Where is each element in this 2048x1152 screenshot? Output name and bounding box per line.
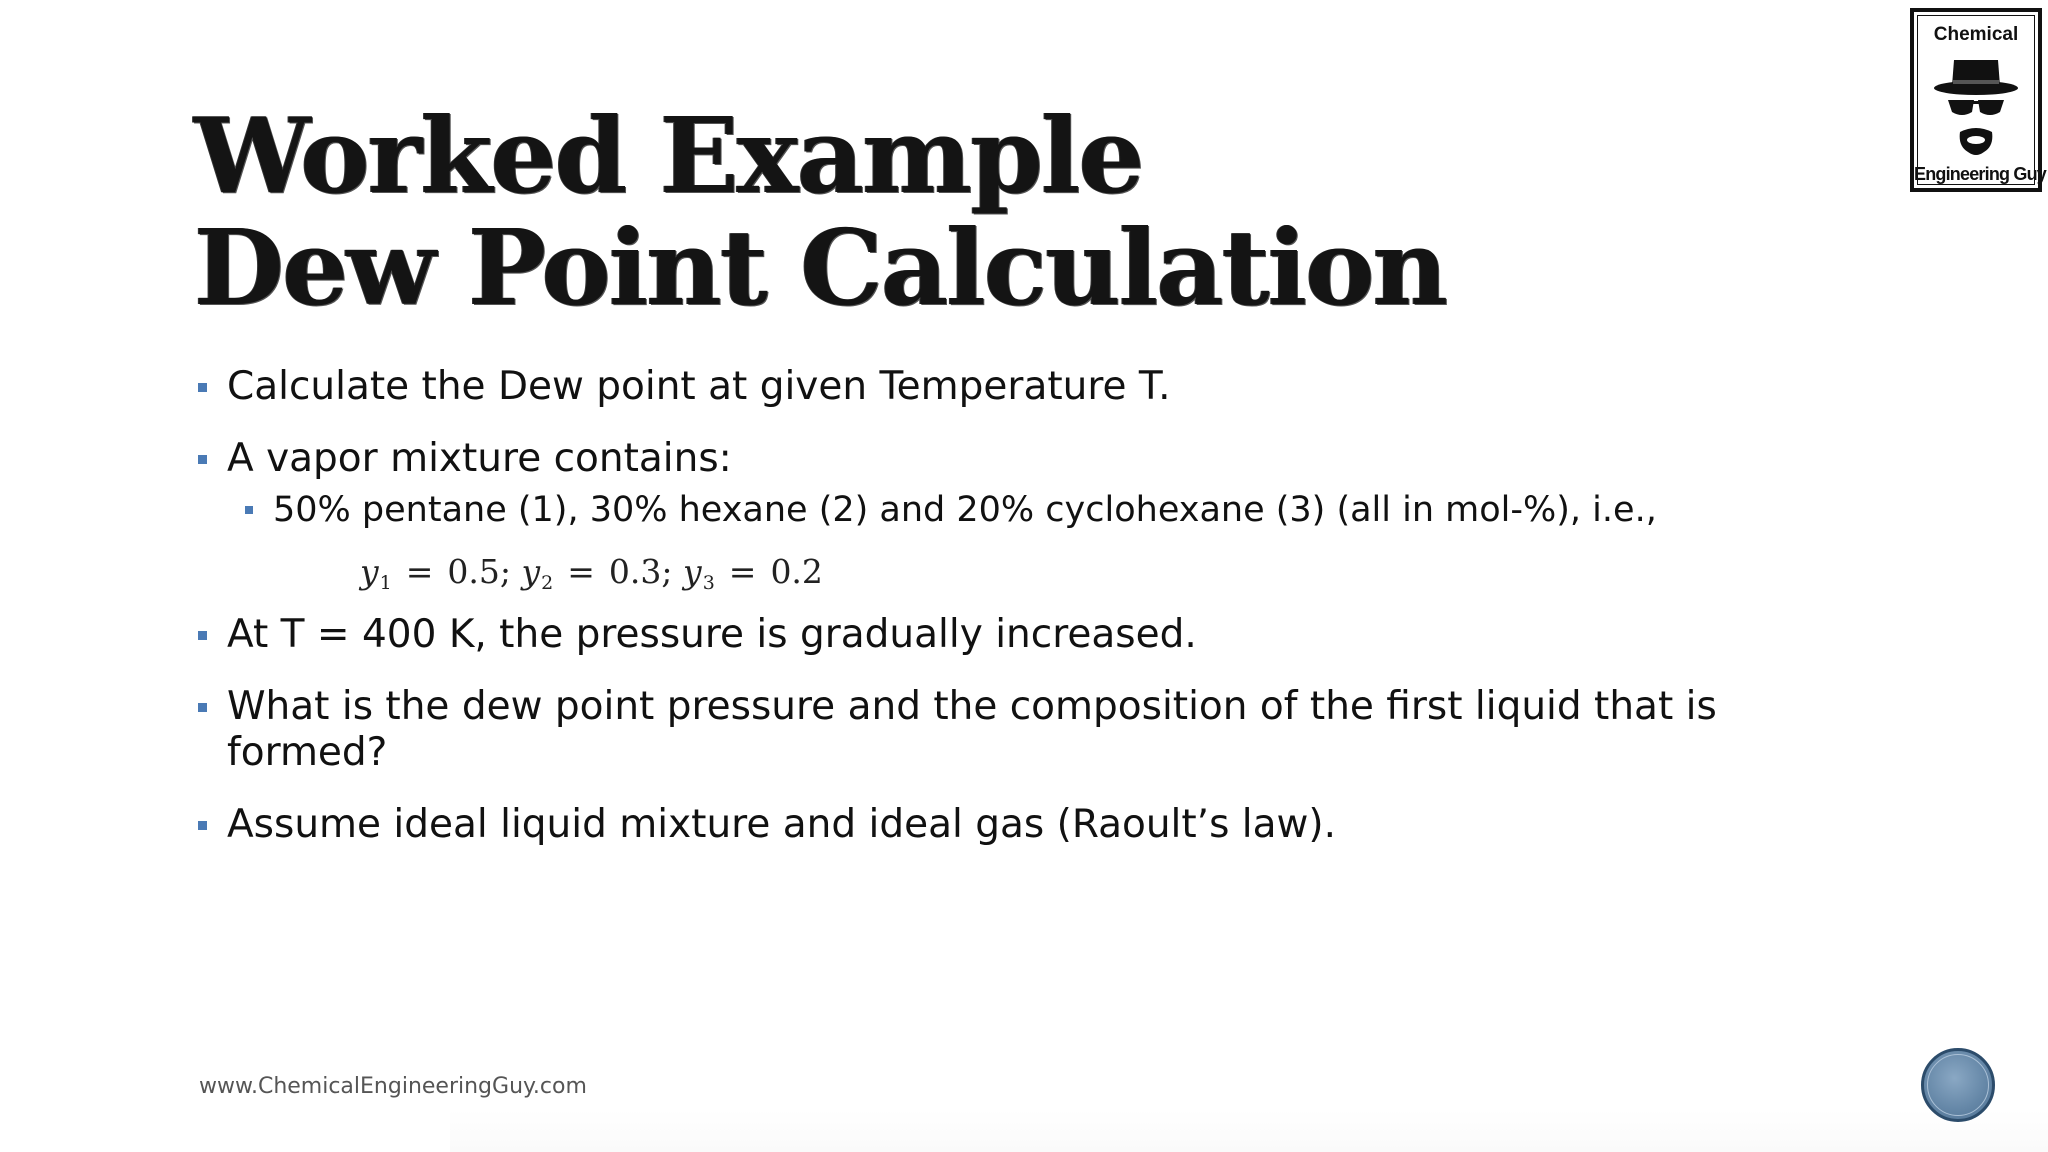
nav-button-ring	[1927, 1054, 1989, 1116]
footer-url[interactable]: www.ChemicalEngineeringGuy.com	[199, 1074, 587, 1099]
equation-term-1: $y_1 = 0.5$;	[360, 552, 512, 594]
bullet-marker	[198, 703, 207, 712]
bullet-marker	[198, 821, 207, 830]
chemical-engineering-guy-logo	[1910, 8, 2047, 192]
slide-nav-button[interactable]	[1921, 1048, 1995, 1122]
bullet-calculate-dew-point	[227, 364, 1171, 410]
sub-bullet-composition	[273, 489, 1657, 531]
bullet-text-line-2: formed?	[227, 730, 388, 775]
bullet-vapor-mixture	[227, 436, 732, 482]
bullet-marker	[198, 631, 207, 640]
bullet-marker	[198, 455, 207, 464]
bullet-text: Assume ideal liquid mixture and ideal gas (Raoult’s law).	[227, 802, 1337, 847]
bullet-text: Calculate the Dew point at given Temperature T.	[227, 364, 1171, 409]
bullet-marker	[198, 383, 207, 392]
equation-term-2: $y_2 = 0.3$;	[521, 552, 673, 594]
logo-top-text: Chemical	[1933, 24, 2019, 45]
bullet-temperature-pressure	[227, 612, 1197, 658]
mole-fraction-equation	[360, 550, 823, 605]
bullet-text: 50% pentane (1), 30% hexane (2) and 20% cyclohexane (3) (all in mol-%), i.e.,	[273, 490, 1657, 530]
bullet-text: At T = 400 K, the pressure is gradually increased.	[227, 612, 1197, 657]
bottom-shade	[450, 1110, 2048, 1152]
heisenberg-face-icon	[1934, 56, 2018, 162]
title-line-1: Worked Example	[194, 94, 1143, 217]
logo-bottom-text: Engineering Guy	[1914, 164, 2047, 184]
bullet-text: A vapor mixture contains:	[227, 436, 732, 481]
bullet-marker	[245, 506, 253, 514]
bullet-question	[227, 684, 1717, 776]
slide-title	[194, 94, 1447, 329]
bullet-raoults-law	[227, 802, 1336, 848]
bullet-text-line-1: What is the dew point pressure and the composition of the first liquid that is	[227, 684, 1717, 729]
equation-term-3: $y_3 = 0.2$	[683, 552, 823, 594]
title-line-2: Dew Point Calculation	[194, 206, 1447, 329]
